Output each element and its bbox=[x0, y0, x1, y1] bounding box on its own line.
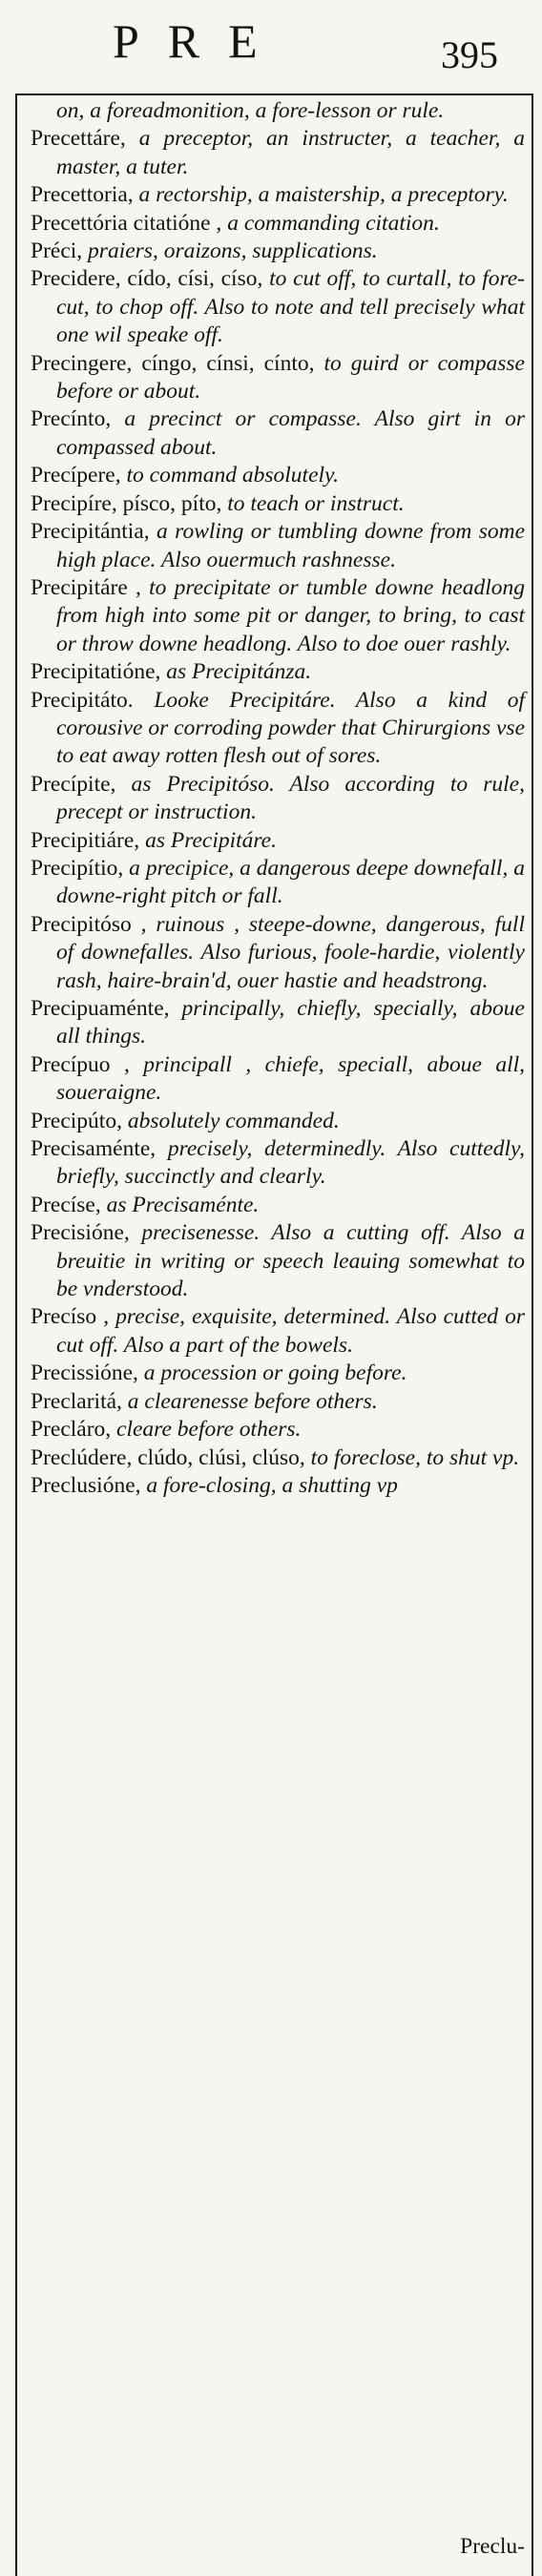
dictionary-entry bbox=[21, 1135, 525, 1192]
entry-definition: cleare before others. bbox=[111, 1417, 302, 1443]
entry-definition: as Precipitánza. bbox=[160, 659, 312, 685]
entry-headword: Precíso , bbox=[31, 1304, 110, 1330]
entry-headword: Precipítio, bbox=[31, 855, 124, 881]
entry-headword: Precipíre, písco, píto, bbox=[31, 490, 222, 516]
dictionary-entry bbox=[21, 238, 525, 265]
entry-headword: Precipitiáre, bbox=[31, 827, 140, 853]
dictionary-entry bbox=[21, 125, 525, 181]
entry-headword: Precipitáto. bbox=[31, 687, 134, 713]
entry-headword: Preclusióne, bbox=[31, 1472, 141, 1498]
entry-headword: Precisaménte, bbox=[31, 1136, 156, 1162]
entry-headword: Precettáre, bbox=[31, 126, 126, 152]
entry-definition: a fore-closing, a shutting vp bbox=[140, 1472, 398, 1498]
dictionary-entry bbox=[21, 1444, 525, 1472]
dictionary-entry bbox=[21, 827, 525, 855]
entry-definition: a precipice, a dangerous deepe downefall, a downe-right pitch or fall. bbox=[56, 855, 525, 909]
entry-definition: a rowling or tumbling downe from some high place. Also ouermuch rashnesse. bbox=[56, 519, 525, 572]
entry-headword: Precípite, bbox=[31, 771, 116, 797]
entry-definition: to teach or instruct. bbox=[221, 490, 405, 516]
entry-headword: Precisióne, bbox=[31, 1220, 130, 1246]
entry-definition: principall , chiefe, speciall, aboue all, soueraigne. bbox=[56, 1051, 525, 1106]
dictionary-entry bbox=[21, 462, 525, 489]
entry-list bbox=[21, 97, 525, 1500]
page-number: 395 bbox=[441, 33, 498, 76]
dictionary-entry bbox=[21, 658, 525, 686]
entry-headword: Préci, bbox=[31, 239, 83, 264]
dictionary-entry bbox=[21, 490, 525, 518]
entry-definition: ruinous , steepe-downe, dangerous, full of downefalles. Also furious, foole-hardie, violently rash, haire-brain'd, ouer hastie and headstrong. bbox=[56, 911, 525, 993]
entry-definition: praiers, oraizons, supplications. bbox=[82, 239, 378, 264]
entry-definition: to guird or compasse before or about. bbox=[56, 350, 525, 405]
dictionary-entry bbox=[21, 1360, 525, 1387]
dictionary-entry bbox=[21, 265, 525, 349]
entry-headword: Precíse, bbox=[31, 1192, 101, 1217]
entry-headword: Precipitóso , bbox=[31, 911, 147, 937]
dictionary-entry bbox=[21, 405, 525, 462]
entry-definition: a procession or going before. bbox=[137, 1361, 407, 1386]
entry-definition: to precipitate or tumble downe headlong from high into some pit or danger, to bring, to cast or throw downe headlong. Also to doe ouer rashly. bbox=[56, 574, 525, 656]
column-rule-right bbox=[532, 93, 533, 2576]
entry-headword: Preclaritá, bbox=[31, 1388, 122, 1414]
entry-definition: a clearenesse before others. bbox=[121, 1388, 378, 1414]
running-head bbox=[0, 0, 542, 82]
entry-headword: Precipitatióne, bbox=[31, 659, 161, 685]
dictionary-entry bbox=[21, 911, 525, 995]
dictionary-entry bbox=[21, 1303, 525, 1360]
dictionary-entry bbox=[21, 1051, 525, 1108]
dictionary-entry bbox=[21, 574, 525, 658]
entry-headword: Precláro, bbox=[31, 1417, 112, 1443]
entry-definition: as Precipitóso. Also according to rule, precept or instruction. bbox=[56, 771, 525, 825]
dictionary-entry bbox=[21, 995, 525, 1051]
entry-definition: a rectorship, a maistership, a preceptory. bbox=[133, 182, 509, 208]
entry-definition: absolutely commanded. bbox=[121, 1108, 340, 1133]
dictionary-entry bbox=[21, 1388, 525, 1416]
dictionary-entry bbox=[21, 518, 525, 574]
dictionary-entry bbox=[21, 1192, 525, 1219]
entry-definition: to foreclose, to shut vp. bbox=[304, 1444, 520, 1470]
dictionary-entry bbox=[21, 97, 525, 125]
entry-definition: a preceptor, an instructer, a teacher, a master, a tuter. bbox=[56, 126, 525, 179]
dictionary-entry bbox=[21, 855, 525, 911]
entry-definition: on, a foreadmonition, a fore-lesson or rule. bbox=[56, 98, 445, 123]
entry-definition: as Precisaménte. bbox=[100, 1192, 260, 1217]
entry-headword: Precingere, cíngo, cínsi, cínto, bbox=[31, 350, 315, 376]
dictionary-entry bbox=[21, 210, 525, 238]
entry-definition: to command absolutely. bbox=[120, 463, 340, 488]
entry-definition: precise, exquisite, determined. Also cutted or cut off. Also a part of the bowels. bbox=[56, 1304, 525, 1358]
entry-definition: as Precipitáre. bbox=[139, 827, 277, 853]
entry-headword: Precípuo , bbox=[31, 1051, 130, 1077]
entry-headword: Precettória citatióne , bbox=[31, 210, 222, 236]
head-word: PRE bbox=[113, 14, 286, 68]
column-rule-left bbox=[15, 93, 17, 2576]
entry-definition: a precinct or compasse. Also girt in or compassed about. bbox=[56, 406, 525, 460]
dictionary-entry bbox=[21, 687, 525, 771]
entry-headword: Precipuaménte, bbox=[31, 996, 170, 1021]
entry-definition: precisely, determinedly. Also cuttedly, briefly, succinctly and clearly. bbox=[56, 1136, 525, 1190]
entry-definition: precisenesse. Also a cutting off. Also a breuitie in writing or speech leauing somewhat to be vnderstood. bbox=[56, 1220, 525, 1302]
entry-headword: Precissióne, bbox=[31, 1361, 138, 1386]
dictionary-entry bbox=[21, 1416, 525, 1444]
dictionary-entry bbox=[21, 1108, 525, 1135]
entry-headword: Precipúto, bbox=[31, 1108, 122, 1133]
entry-headword: Precipitántia, bbox=[31, 519, 150, 545]
dictionary-entry bbox=[21, 181, 525, 209]
entry-headword: Precínto, bbox=[31, 406, 112, 432]
entry-definition: principally, chiefly, specially, aboue all things. bbox=[56, 996, 525, 1049]
header-rule bbox=[15, 93, 532, 95]
dictionary-entry bbox=[21, 771, 525, 827]
dictionary-entry bbox=[21, 1472, 525, 1500]
entry-headword: Precettoria, bbox=[31, 182, 134, 208]
dictionary-entry bbox=[21, 1219, 525, 1303]
entry-definition: a commanding citation. bbox=[221, 210, 440, 236]
entry-definition: to cut off, to curtall, to fore-cut, to chop off. Also to note and tell precisely what one wil speake off. bbox=[56, 266, 526, 348]
entry-definition: Looke Precipitáre. Also a kind of corousive or corroding powder that Chirurgions vse to eat away rotten flesh out of sores. bbox=[56, 687, 525, 769]
entry-headword: Preclúdere, clúdo, clúsi, clúso, bbox=[31, 1444, 305, 1470]
entry-headword: Precidere, cído, císi, císo, bbox=[31, 266, 263, 292]
entry-headword: Precípere, bbox=[31, 463, 121, 488]
entry-headword: Precipitáre , bbox=[31, 574, 141, 600]
catchword: Preclu- bbox=[460, 2534, 525, 2559]
dictionary-entry bbox=[21, 350, 525, 406]
